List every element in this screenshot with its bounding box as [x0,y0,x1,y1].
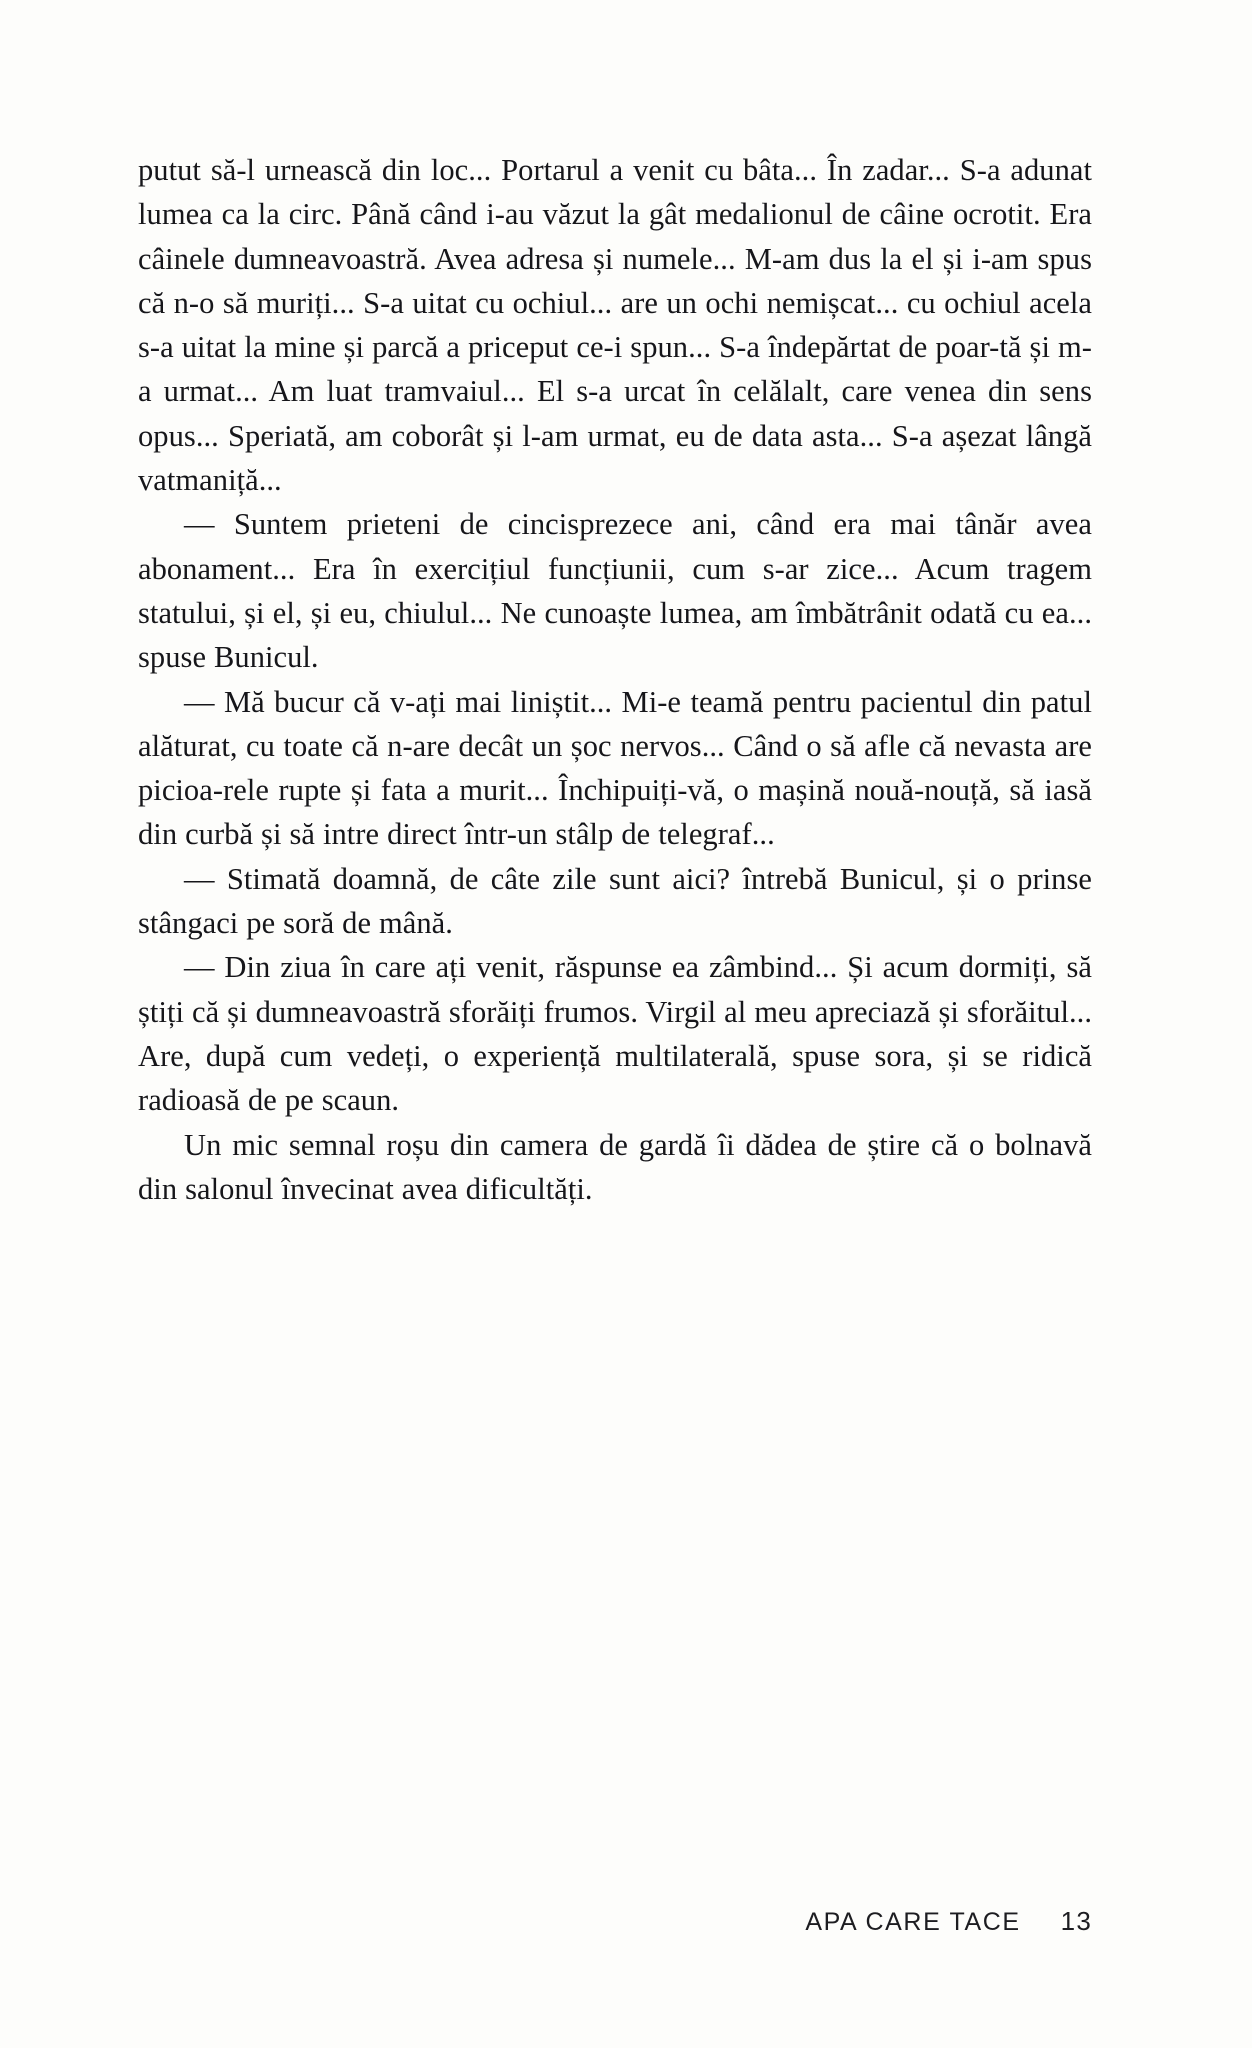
running-head: APA CARE TACE [805,1908,1021,1936]
paragraph: — Stimată doamnă, de câte zile sunt aici? întrebă Bunicul, și o prinse stângaci pe soră de mână. [138,861,1092,941]
body-text-block [138,148,1092,1211]
page-footer [138,1906,1092,1937]
paragraph: — Din ziua în care ați venit, răspunse ea zâmbind... Și acum dormiți, să știți că și dumneavoastră sforăiți frumos. Virgil al meu apreciază și sforăitul... Are, după cum vedeți, o experiență multilaterală, spuse sora, și se ridică radioasă de pe scaun. [138,950,1092,1118]
paragraph: — Suntem prieteni de cincisprezece ani, când era mai tânăr avea abonament... Era în exercițiul funcțiunii, cum s-ar zice... Acum tragem statului, și el, și eu, chiulul... Ne cunoaște lumea, am îmbătrânit odată cu ea... spuse Bunicul. [138,507,1092,675]
paragraph: Un mic semnal roșu din camera de gardă îi dădea de știre că o bolnavă din salonul învecinat avea dificultăți. [138,1127,1092,1206]
paragraph: putut să-l urnească din loc... Portarul a venit cu bâta... În zadar... S-a adunat lumea ca la circ. Până când i-au văzut la gât medalionul de câine ocrotit. Era câinele dumneavoastră. Avea adresa și numele... M-am dus la el și i-am spus că n-o să muriți... S-a uitat cu ochiul... are un ochi nemișcat... cu ochiul acela s-a uitat la mine și parcă a priceput ce-i spun... S-a îndepărtat de poar-tă și m-a urmat... Am luat tramvaiul... El s-a urcat în celălalt, care venea din sens opus... Speriată, am coborât și l-am urmat, eu de data asta... S-a așezat lângă vatmaniță... [138,153,1092,498]
paragraph: — Mă bucur că v-ați mai liniștit... Mi-e teamă pentru pacientul din patul alăturat, cu toate că n-are decât un șoc nervos... Când o să afle că nevasta are picioa-rele rupte și fata a murit... Închipuiți-vă, o mașină nouă-nouță, să iasă din curbă și să intre direct într-un stâlp de telegraf... [138,684,1092,852]
page-number: 13 [1060,1906,1092,1936]
